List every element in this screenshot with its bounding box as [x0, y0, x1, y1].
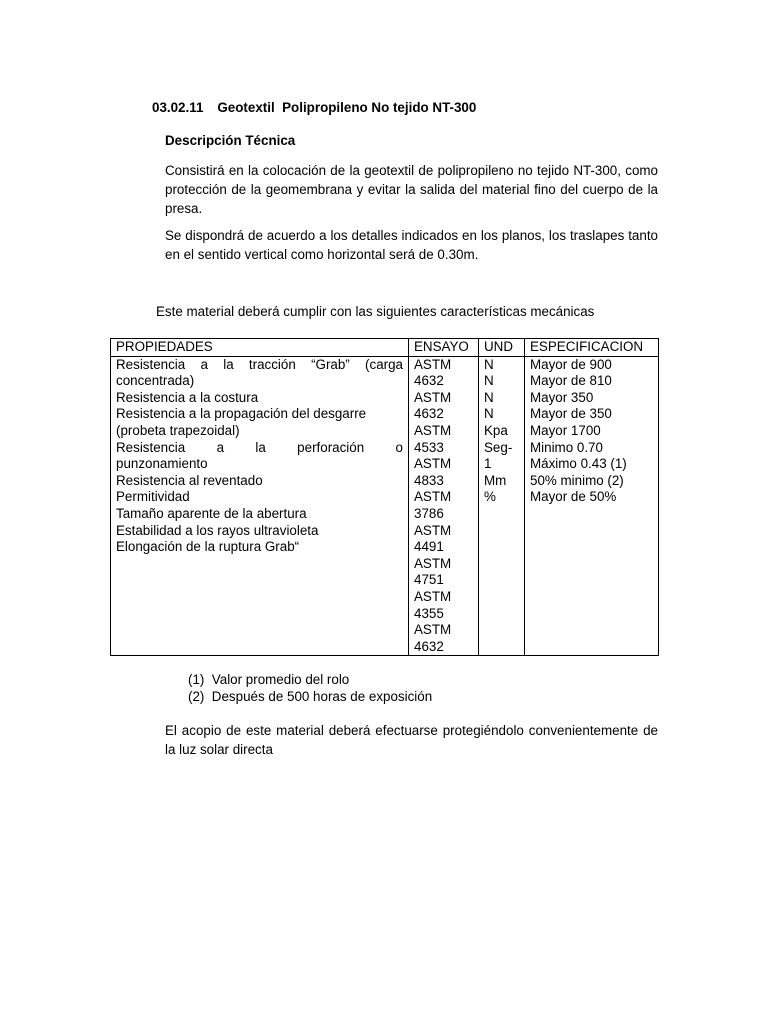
footnotes	[188, 671, 432, 705]
ensayo-line: 3786	[414, 505, 444, 521]
especificacion-line: 50% minimo (2)	[530, 472, 624, 488]
propiedades-cell	[111, 356, 409, 656]
ensayo-line: ASTM	[414, 489, 452, 505]
especificacion-line: Mayor de 810	[530, 373, 612, 389]
especificacion-line: Minimo 0.70	[530, 439, 603, 455]
und-cell	[479, 356, 525, 656]
ensayo-line: 4751	[414, 572, 444, 588]
especificacion-line: Mayor de 900	[530, 356, 612, 372]
ensayo-line: 4491	[414, 539, 444, 555]
ensayo-line: ASTM	[414, 422, 452, 438]
propiedad-line: Resistencia a la perforación o	[116, 439, 403, 455]
especificacion-cell	[525, 356, 659, 656]
paragraph-overlap: Se dispondrá de acuerdo a los detalles indicados en los planos, los traslapes tanto en el sentido vertical como horizontal será de 0.30m.	[165, 228, 658, 262]
section-title: Geotextil Polipropileno No tejido NT-300	[217, 100, 477, 115]
ensayo-cell	[409, 356, 479, 656]
und-line: N	[484, 406, 494, 422]
especificacion-line: Mayor 1700	[530, 422, 601, 438]
propiedad-line: (probeta trapezoidal)	[116, 422, 240, 438]
ensayo-line: ASTM	[414, 456, 452, 472]
section-number: 03.02.11	[152, 100, 204, 115]
ensayo-line: ASTM	[414, 588, 452, 604]
propiedad-line: Resistencia a la costura	[116, 389, 259, 405]
ensayo-line: ASTM	[414, 555, 452, 571]
ensayo-line: 4632	[414, 406, 444, 422]
closing-paragraph: El acopio de este material deberá efectuarse protegiéndolo convenientemente de la luz solar directa	[165, 723, 658, 757]
especificacion-line: Máximo 0.43 (1)	[530, 456, 627, 472]
und-line: 1	[484, 456, 492, 472]
und-line: N	[484, 356, 494, 372]
paragraph-description: Consistirá en la colocación de la geotextil de polipropileno no tejido NT-300, como protección de la geomembrana y evitar la salida del material fino del cuerpo de la presa.	[165, 163, 658, 216]
propiedad-line: Resistencia a la propagación del desgarre	[116, 406, 367, 422]
header-especificacion: ESPECIFICACION	[525, 339, 659, 357]
subheading: Descripción Técnica	[165, 133, 296, 148]
footnote-item: (2) Después de 500 horas de exposición	[188, 689, 433, 704]
ensayo-line: 4833	[414, 472, 444, 488]
ensayo-line: 4533	[414, 439, 444, 455]
und-line: N	[484, 373, 494, 389]
und-line: N	[484, 389, 494, 405]
ensayo-line: ASTM	[414, 356, 452, 372]
und-line: %	[484, 489, 496, 505]
und-line: Kpa	[484, 422, 508, 438]
propiedad-line: punzonamiento	[116, 456, 208, 472]
table-intro: Este material deberá cumplir con las siguientes características mecánicas	[156, 304, 595, 319]
propiedad-line: Permitividad	[116, 489, 190, 505]
propiedad-line: Elongación de la ruptura Grab“	[116, 539, 300, 555]
ensayo-line: 4632	[414, 373, 444, 389]
propiedad-line: Estabilidad a los rayos ultravioleta	[116, 522, 319, 538]
propiedad-line: Resistencia a la tracción “Grab” (carga	[116, 356, 403, 372]
table-body-row	[111, 356, 659, 656]
especificacion-line: Mayor 350	[530, 389, 594, 405]
ensayo-line: ASTM	[414, 522, 452, 538]
table-header-row	[111, 339, 659, 357]
footnote-item: (1) Valor promedio del rolo	[188, 672, 350, 687]
header-und: UND	[479, 339, 525, 357]
header-ensayo: ENSAYO	[409, 339, 479, 357]
ensayo-line: 4355	[414, 605, 444, 621]
und-line: Mm	[484, 472, 507, 488]
ensayo-line: 4632	[414, 638, 444, 654]
propiedad-line: Resistencia al reventado	[116, 472, 263, 488]
properties-table	[110, 338, 659, 656]
ensayo-line: ASTM	[414, 389, 452, 405]
ensayo-line: ASTM	[414, 622, 452, 638]
header-propiedades: PROPIEDADES	[111, 339, 409, 357]
especificacion-line: Mayor de 50%	[530, 489, 617, 505]
especificacion-line: Mayor de 350	[530, 406, 612, 422]
propiedad-line: Tamaño aparente de la abertura	[116, 505, 307, 521]
und-line: Seg-	[484, 439, 513, 455]
section-heading	[152, 99, 476, 116]
propiedad-line: concentrada)	[116, 373, 195, 389]
